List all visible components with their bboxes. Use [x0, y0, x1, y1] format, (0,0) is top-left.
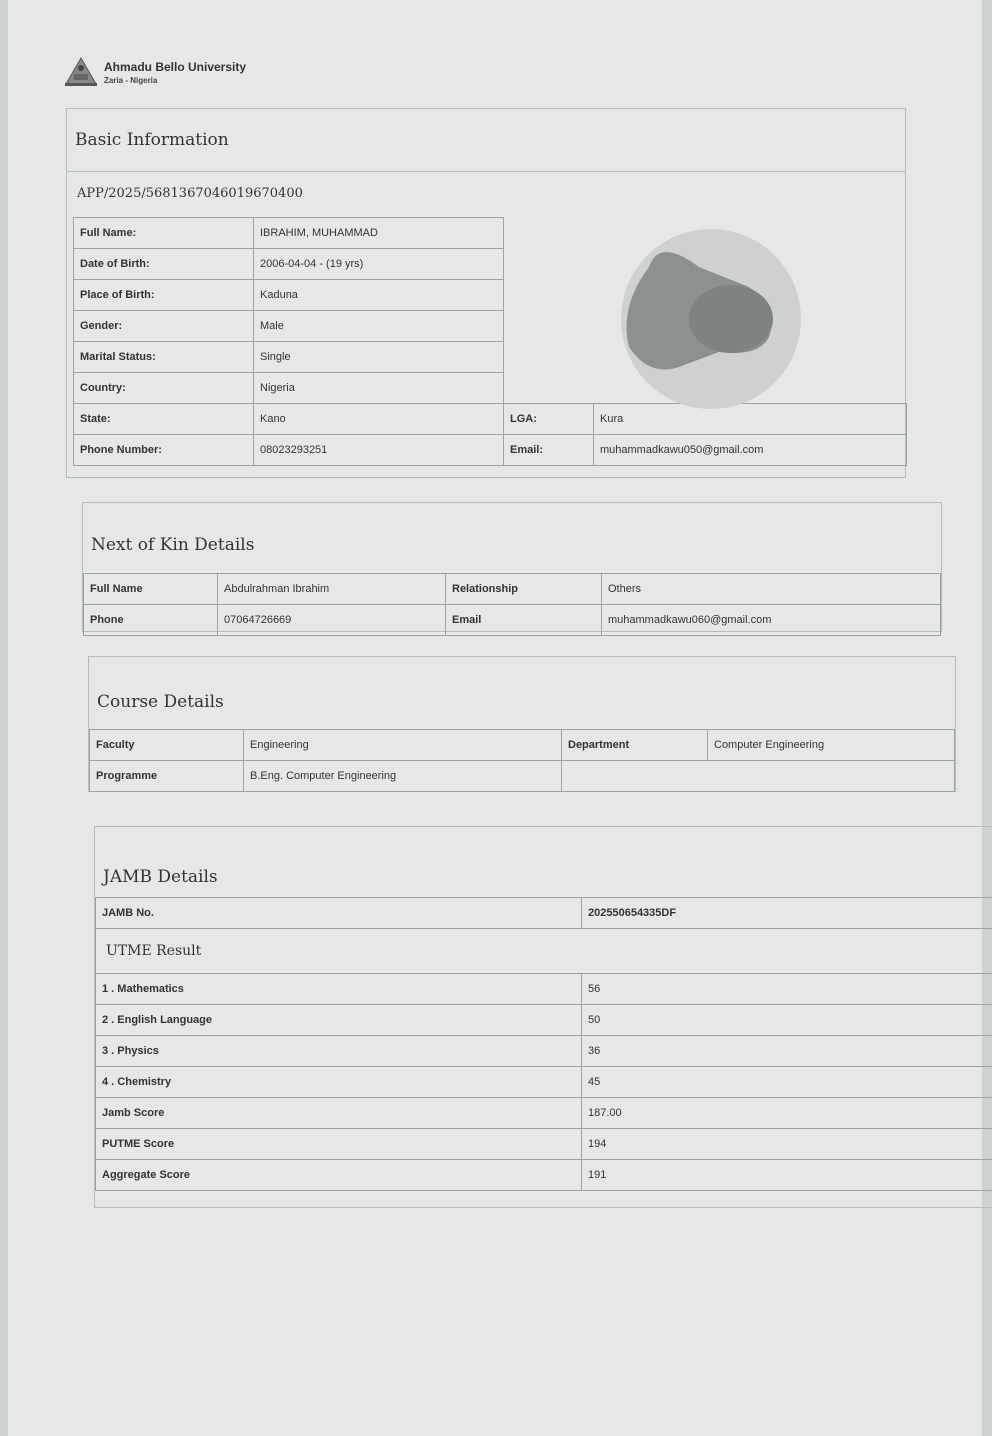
table-row: [96, 1036, 992, 1067]
department-value: Computer Engineering: [708, 730, 955, 761]
place-of-birth-value: Kaduna: [254, 280, 504, 311]
table-row: [96, 1129, 992, 1160]
next-of-kin-section: [82, 502, 942, 632]
lga-value: Kura: [594, 404, 907, 435]
basic-information-title: Basic Information: [67, 109, 905, 172]
header: [64, 56, 246, 88]
marital-status-label: Marital Status:: [74, 342, 254, 373]
phone-number-value: 08023293251: [254, 435, 504, 466]
utme-result-title: UTME Result: [95, 929, 992, 973]
course-details-table: [89, 729, 955, 792]
marital-status-value: Single: [254, 342, 504, 373]
subject-score: 56: [582, 974, 992, 1005]
faculty-label: Faculty: [90, 730, 244, 761]
jamb-details-section: [94, 826, 992, 1208]
dob-value: 2006-04-04 - (19 yrs): [254, 249, 504, 280]
subject-score: 50: [582, 1005, 992, 1036]
table-row: [96, 898, 992, 929]
jamb-score-label: Jamb Score: [96, 1098, 582, 1129]
jamb-number-label: JAMB No.: [96, 898, 582, 929]
basic-information-section: [66, 108, 906, 478]
course-details-section: [88, 656, 956, 792]
subject-label: 3 . Physics: [96, 1036, 582, 1067]
course-details-title: Course Details: [97, 692, 224, 712]
programme-value: B.Eng. Computer Engineering: [244, 761, 562, 792]
aggregate-score-label: Aggregate Score: [96, 1160, 582, 1191]
kin-email-value: muhammadkawu060@gmail.com: [602, 605, 941, 636]
programme-label: Programme: [90, 761, 244, 792]
subject-label: 4 . Chemistry: [96, 1067, 582, 1098]
next-of-kin-table: [83, 573, 941, 636]
table-row: [84, 605, 941, 636]
state-label: State:: [74, 404, 254, 435]
application-number: APP/2025/5681367046019670400: [77, 186, 303, 201]
place-of-birth-label: Place of Birth:: [74, 280, 254, 311]
jamb-details-title: JAMB Details: [103, 867, 218, 887]
table-row: [96, 974, 992, 1005]
university-name: Ahmadu Bello University: [104, 59, 247, 74]
email-value: muhammadkawu050@gmail.com: [594, 435, 907, 466]
jamb-number-value: 202550654335DF: [582, 898, 992, 929]
state-value: Kano: [254, 404, 504, 435]
email-label: Email:: [504, 435, 594, 466]
subject-label: 2 . English Language: [96, 1005, 582, 1036]
university-logo-icon: [64, 56, 98, 88]
aggregate-score-value: 191: [582, 1160, 992, 1191]
document-page: [8, 0, 982, 1436]
kin-relationship-label: Relationship: [446, 574, 602, 605]
kin-name-label: Full Name: [84, 574, 218, 605]
full-name-value: IBRAHIM, MUHAMMAD: [254, 218, 504, 249]
faculty-value: Engineering: [244, 730, 562, 761]
putme-score-value: 194: [582, 1129, 992, 1160]
jamb-number-table: [95, 897, 992, 929]
subject-score: 36: [582, 1036, 992, 1067]
passport-photo-placeholder-icon: [619, 227, 803, 411]
table-row: [96, 1160, 992, 1191]
country-label: Country:: [74, 373, 254, 404]
department-label: Department: [562, 730, 708, 761]
full-name-label: Full Name:: [74, 218, 254, 249]
kin-relationship-value: Others: [602, 574, 941, 605]
table-row: [96, 1098, 992, 1129]
jamb-score-value: 187.00: [582, 1098, 992, 1129]
table-row: [90, 761, 955, 792]
utme-result-table: [95, 973, 992, 1191]
table-row: [74, 435, 907, 466]
gender-value: Male: [254, 311, 504, 342]
subject-label: 1 . Mathematics: [96, 974, 582, 1005]
university-location: Zaria - Nigeria: [104, 75, 158, 85]
table-row: [90, 730, 955, 761]
kin-phone-label: Phone: [84, 605, 218, 636]
kin-email-label: Email: [446, 605, 602, 636]
gender-label: Gender:: [74, 311, 254, 342]
lga-label: LGA:: [504, 404, 594, 435]
country-value: Nigeria: [254, 373, 504, 404]
table-row: [96, 1067, 992, 1098]
kin-phone-value: 07064726669: [218, 605, 446, 636]
subject-score: 45: [582, 1067, 992, 1098]
table-row: [96, 1005, 992, 1036]
next-of-kin-title: Next of Kin Details: [91, 535, 255, 555]
phone-number-label: Phone Number:: [74, 435, 254, 466]
kin-name-value: Abdulrahman Ibrahim: [218, 574, 446, 605]
putme-score-label: PUTME Score: [96, 1129, 582, 1160]
table-row: [84, 574, 941, 605]
dob-label: Date of Birth:: [74, 249, 254, 280]
